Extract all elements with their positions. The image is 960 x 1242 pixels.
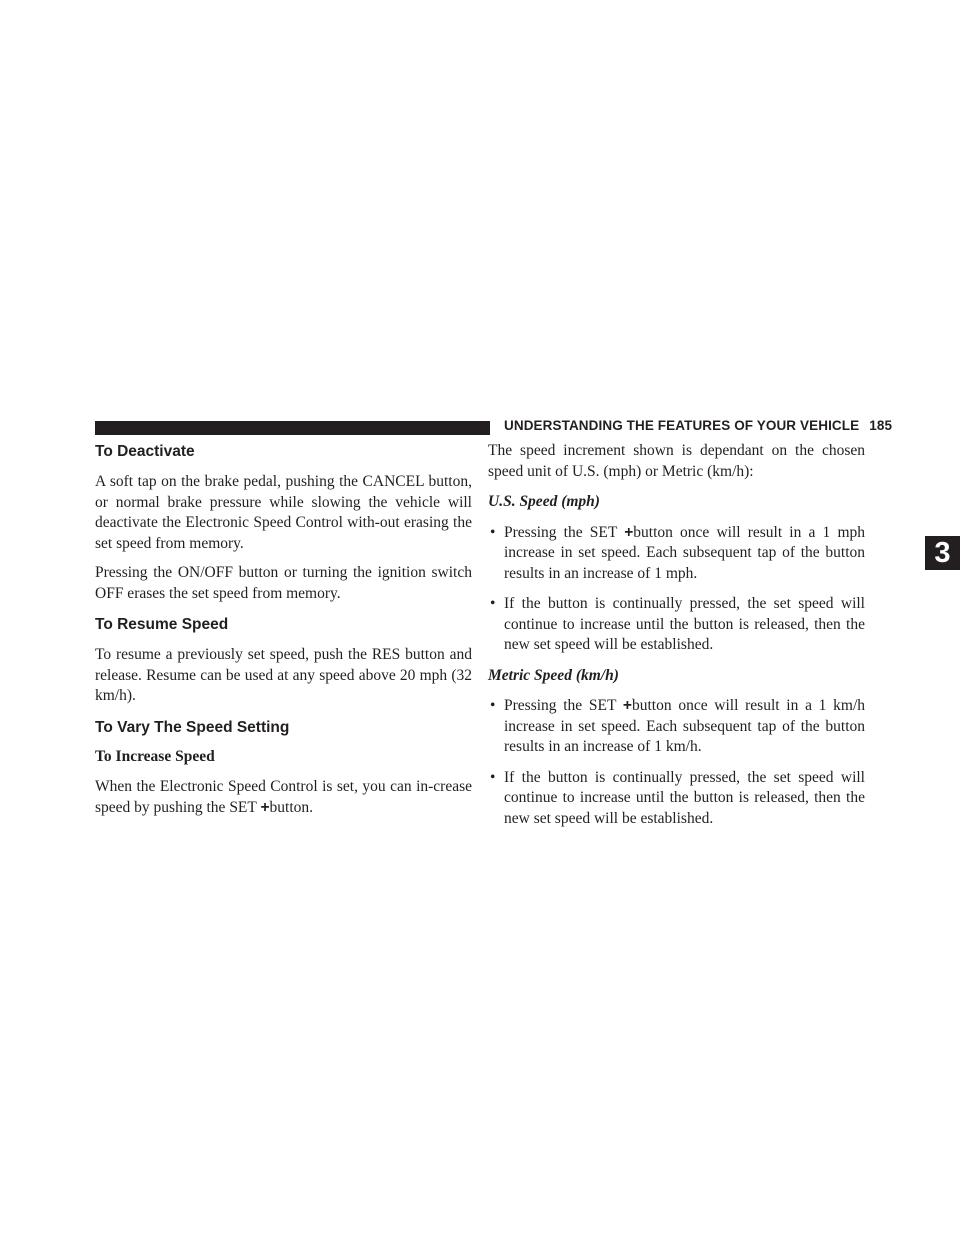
subheading-us-speed: U.S. Speed (mph) xyxy=(488,493,600,510)
page-number: 185 xyxy=(869,418,893,433)
running-header xyxy=(504,418,892,433)
plus-symbol: + xyxy=(260,798,270,816)
plus-symbol: + xyxy=(624,523,634,541)
us-speed-list xyxy=(488,523,865,656)
deactivate-paragraph-2: Pressing the ON/OFF button or turning the ignition switch OFF erases the set speed from memory. xyxy=(95,564,472,602)
resume-paragraph: To resume a previously set speed, push the RES button and release. Resume can be used at any speed above 20 mph (32 km/h). xyxy=(95,646,472,704)
header-rule xyxy=(95,421,490,435)
deactivate-paragraph-1: A soft tap on the brake pedal, pushing the CANCEL button, or normal brake pressure while slowing the vehicle will deactivate the Electronic Speed Control with-out erasing the set speed from memory. xyxy=(95,473,472,552)
heading-to-resume-speed: To Resume Speed xyxy=(95,616,229,633)
chapter-tab: 3 xyxy=(925,536,960,570)
left-column xyxy=(95,442,472,818)
list-item: • If the button is continually pressed, the set speed will continue to increase until the button is released, then the new set speed will be established. xyxy=(490,768,865,827)
bullet-icon: • xyxy=(490,697,496,714)
subheading-metric-speed: Metric Speed (km/h) xyxy=(488,666,619,684)
bullet-icon: • xyxy=(490,523,496,541)
heading-to-deactivate: To Deactivate xyxy=(95,443,195,460)
increase-paragraph: When the Electronic Speed Control is set, you can in-crease speed by pushing the SET +button. xyxy=(95,778,472,816)
increment-intro-paragraph: The speed increment shown is dependant on the chosen speed unit of U.S. (mph) or Metric (km/h): xyxy=(488,442,865,480)
metric-speed-list xyxy=(488,696,865,829)
right-column xyxy=(488,442,865,829)
bullet-icon: • xyxy=(490,595,496,612)
list-item: • Pressing the SET +button once will result in a 1 mph increase in set speed. Each subsequent tap of the button results in an increase of 1 mph. xyxy=(490,523,866,582)
bullet-icon: • xyxy=(490,768,496,786)
plus-symbol: + xyxy=(622,697,632,714)
list-item: • Pressing the SET +button once will result in a 1 km/h increase in set speed. Each subsequent tap of the button results in an increase of 1 km/h. xyxy=(490,697,865,755)
header-title: UNDERSTANDING THE FEATURES OF YOUR VEHICLE xyxy=(504,418,860,433)
heading-to-vary-speed: To Vary The Speed Setting xyxy=(95,718,290,736)
subheading-to-increase-speed: To Increase Speed xyxy=(95,747,215,765)
list-item: • If the button is continually pressed, the set speed will continue to increase until the button is released, then the new set speed will be established. xyxy=(490,595,865,653)
